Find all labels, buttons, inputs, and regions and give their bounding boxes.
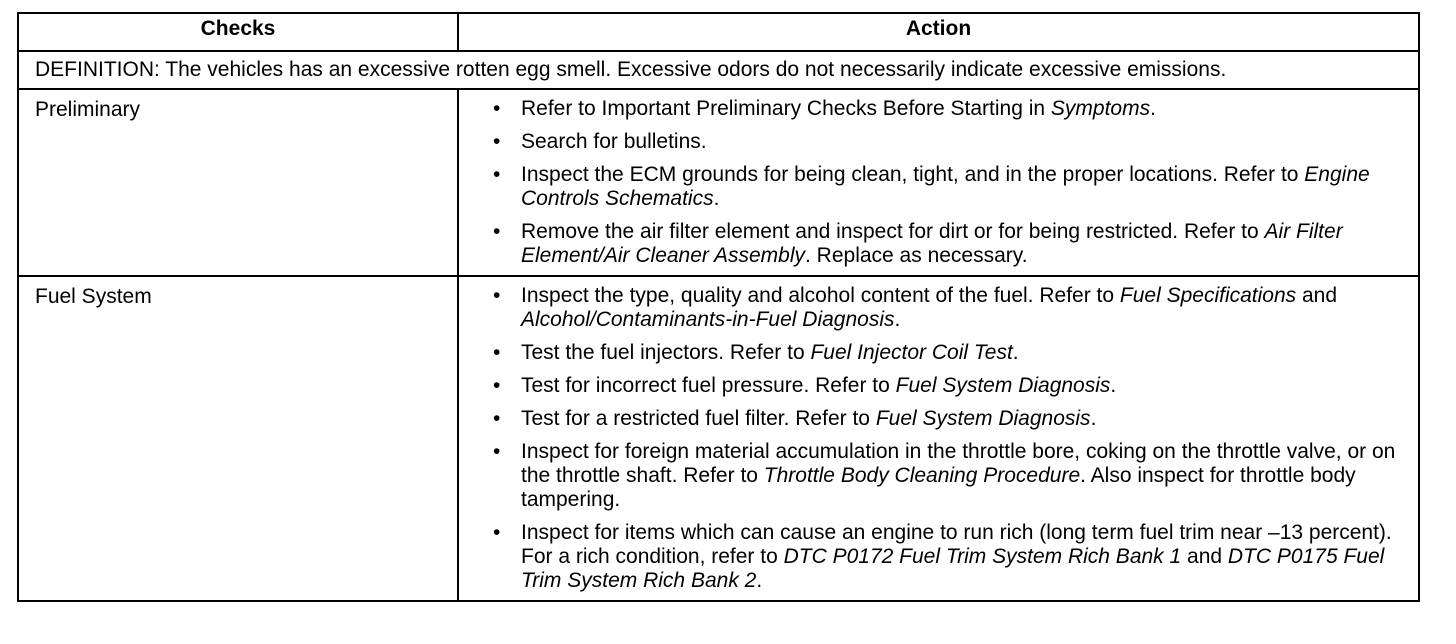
table-row bbox=[18, 276, 1419, 601]
action-list bbox=[493, 97, 1408, 268]
list-item bbox=[493, 220, 1408, 268]
list-item bbox=[493, 163, 1408, 211]
action-text: Test for incorrect fuel pressure. Refer to bbox=[521, 374, 896, 397]
check-cell: Fuel System bbox=[18, 276, 458, 601]
reference-text: DTC P0172 Fuel Trim System Rich Bank 1 bbox=[783, 545, 1182, 568]
action-text: Test for a restricted fuel filter. Refer to bbox=[521, 407, 876, 430]
action-text: . bbox=[756, 569, 763, 592]
bullet-icon: • bbox=[493, 130, 501, 153]
action-text: . bbox=[1150, 97, 1156, 120]
list-item bbox=[493, 407, 1408, 431]
action-text: . bbox=[713, 187, 720, 210]
list-item bbox=[493, 284, 1408, 332]
reference-text: DTC P0175 Fuel Trim System Rich Bank 2 bbox=[521, 545, 1385, 592]
list-item bbox=[493, 374, 1408, 398]
check-cell: Preliminary bbox=[18, 89, 458, 276]
header-action: Action bbox=[458, 13, 1419, 51]
bullet-icon: • bbox=[493, 163, 501, 186]
action-text: and bbox=[1296, 284, 1338, 307]
table-row bbox=[18, 89, 1419, 276]
action-text: . Also inspect for throttle body tampering. bbox=[521, 464, 1356, 511]
definition-text: DEFINITION: The vehicles has an excessive rotten egg smell. Excessive odors do not necessarily indicate excessive emissions. bbox=[18, 51, 1419, 89]
action-text: Inspect the ECM grounds for being clean, tight, and in the proper locations. Refer to bbox=[521, 163, 1305, 186]
action-cell bbox=[458, 276, 1419, 601]
list-item bbox=[493, 440, 1408, 512]
definition-row bbox=[18, 51, 1419, 89]
header-row bbox=[18, 13, 1419, 51]
reference-text: Alcohol/Contaminants-in-Fuel Diagnosis bbox=[521, 308, 895, 331]
bullet-icon: • bbox=[493, 374, 501, 397]
action-text: Test the fuel injectors. Refer to bbox=[521, 341, 811, 364]
action-cell bbox=[458, 89, 1419, 276]
action-list bbox=[493, 284, 1408, 593]
reference-text: Fuel Specifications bbox=[1119, 284, 1297, 307]
action-text: Remove the air filter element and inspect for dirt or for being restricted. Refer to bbox=[521, 220, 1265, 243]
action-text: Inspect the type, quality and alcohol content of the fuel. Refer to bbox=[521, 284, 1120, 307]
reference-text: Fuel System Diagnosis bbox=[875, 407, 1091, 430]
list-item bbox=[493, 130, 1408, 154]
action-text: . bbox=[894, 308, 901, 331]
action-text: Inspect for foreign material accumulation in the throttle bore, coking on the throttle valve, or on the throttle shaft. Refer to bbox=[521, 440, 1396, 487]
action-text: . Replace as necessary. bbox=[805, 244, 1028, 267]
bullet-icon: • bbox=[493, 220, 501, 243]
action-text: Refer to Important Preliminary Checks Before Starting in bbox=[521, 97, 1051, 120]
list-item bbox=[493, 521, 1408, 593]
bullet-icon: • bbox=[493, 284, 501, 307]
header-checks: Checks bbox=[18, 13, 458, 51]
reference-text: Fuel Injector Coil Test bbox=[810, 341, 1013, 364]
bullet-icon: • bbox=[493, 407, 501, 430]
bullet-icon: • bbox=[493, 521, 501, 544]
reference-text: Throttle Body Cleaning Procedure bbox=[763, 464, 1081, 487]
action-text: . bbox=[1012, 341, 1019, 364]
reference-text: Engine Controls Schematics bbox=[521, 163, 1370, 210]
list-item bbox=[493, 97, 1408, 121]
action-text: . bbox=[1110, 374, 1117, 397]
list-item bbox=[493, 341, 1408, 365]
bullet-icon: • bbox=[493, 97, 501, 120]
reference-text: Air Filter Element/Air Cleaner Assembly bbox=[521, 220, 1343, 267]
bullet-icon: • bbox=[493, 440, 501, 463]
reference-text: Symptoms bbox=[1050, 97, 1151, 120]
action-text: Search for bulletins. bbox=[521, 130, 707, 153]
action-text: . bbox=[1090, 407, 1097, 430]
action-text: Inspect for items which can cause an engine to run rich (long term fuel trim near –13 percent). For a rich condition, refer to bbox=[521, 521, 1392, 568]
action-text: and bbox=[1181, 545, 1228, 568]
reference-text: Fuel System Diagnosis bbox=[895, 374, 1111, 397]
bullet-icon: • bbox=[493, 341, 501, 364]
diagnostic-table bbox=[17, 12, 1420, 602]
